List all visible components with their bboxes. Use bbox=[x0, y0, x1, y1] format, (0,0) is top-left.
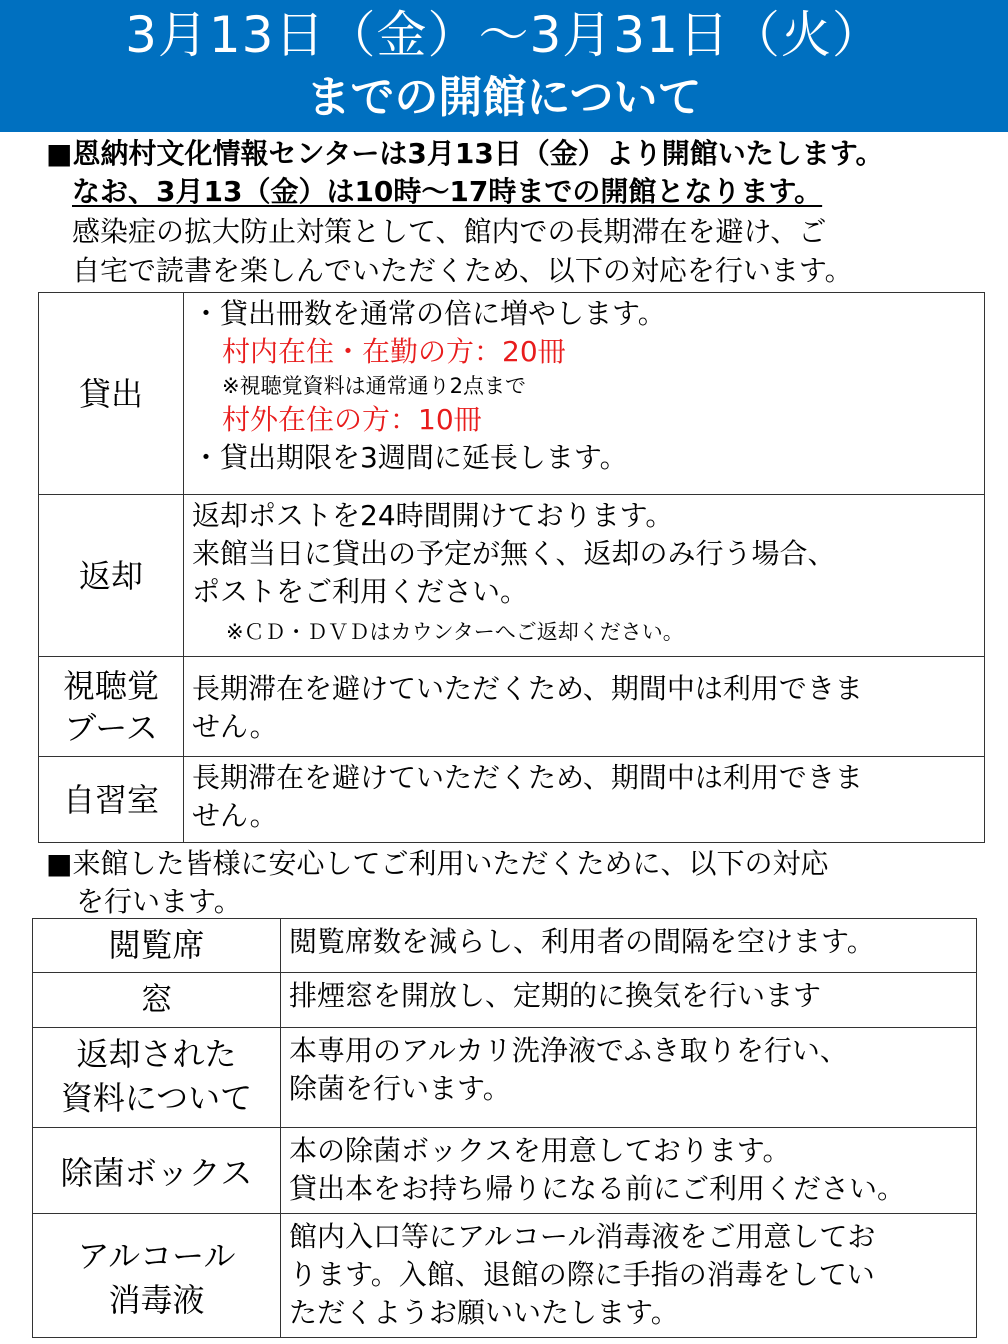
table-row-seats bbox=[33, 919, 977, 973]
row-content-seats: 閲覧席数を減らし、利用者の間隔を空けます。 bbox=[281, 919, 977, 973]
intro-text-line-2: 自宅で読書を楽しんでいただくため、以下の対応を行います。 bbox=[72, 254, 853, 287]
table-row-returned-materials bbox=[33, 1028, 977, 1128]
row-label-seats: 閲覧席 bbox=[33, 919, 281, 973]
row-content-study-room: 長期滞在を避けていただくため、期間中は利用できま せん。 bbox=[184, 757, 985, 843]
safety-measures-table bbox=[32, 918, 977, 1338]
row-content-lending: ・貸出冊数を通常の倍に増やします。 村内在住・在勤の方：20冊 ※視聴覚資料は通常通り2点まで 村外在住の方：10冊 ・貸出期限を3週間に延長します。 bbox=[184, 293, 985, 495]
title-subtitle: までの開館について bbox=[306, 72, 702, 123]
table-row-av-booth bbox=[39, 657, 985, 757]
table-row-sterilizer bbox=[33, 1128, 977, 1214]
row-content-av-booth: 長期滞在を避けていただくため、期間中は利用できま せん。 bbox=[184, 657, 985, 757]
row-label-windows: 窓 bbox=[33, 973, 281, 1028]
row-label-alcohol: アルコール 消毒液 bbox=[33, 1214, 281, 1338]
title-dates: 3月13日（金）～3月31日（火） bbox=[125, 6, 883, 64]
intro-bold-line-1: ■恩納村文化情報センターは3月13日（金）より開館いたします。 bbox=[46, 137, 884, 170]
table-row-return bbox=[39, 495, 985, 657]
intro-bold-line-2: なお、3月13（金）は10時～17時までの開館となります。 bbox=[72, 175, 823, 208]
table-row-study-room bbox=[39, 757, 985, 843]
title-banner bbox=[0, 0, 1008, 132]
row-label-study-room: 自習室 bbox=[39, 757, 184, 843]
row-content-return: 返却ポストを24時間開けております。 来館当日に貸出の予定が無く、返却のみ行う場合、 ポストをご利用ください。 ※ＣＤ・ＤＶＤはカウンターへご返却ください。 bbox=[184, 495, 985, 657]
intro-text-line-1: 感染症の拡大防止対策として、館内での長期滞在を避け、ご bbox=[72, 215, 827, 248]
table-row-lending bbox=[39, 293, 985, 495]
bullet-icon: ■ bbox=[46, 847, 73, 880]
row-label-returned-materials: 返却された 資料について bbox=[33, 1028, 281, 1128]
row-content-alcohol: 館内入口等にアルコール消毒液をご用意してお ります。入館、退館の際に手指の消毒をしてい ただくようお願いいたします。 bbox=[281, 1214, 977, 1338]
row-content-returned-materials: 本専用のアルカリ洗浄液でふき取りを行い、 除菌を行います。 bbox=[281, 1028, 977, 1128]
section2-line-1: ■来館した皆様に安心してご利用いただくために、以下の対応 bbox=[46, 847, 829, 880]
row-content-windows: 排煙窓を開放し、定期的に換気を行います bbox=[281, 973, 977, 1028]
row-label-lending: 貸出 bbox=[39, 293, 184, 495]
row-label-sterilizer: 除菌ボックス bbox=[33, 1128, 281, 1214]
row-label-av-booth: 視聴覚 ブース bbox=[39, 657, 184, 757]
table-row-alcohol bbox=[33, 1214, 977, 1338]
table-row-windows bbox=[33, 973, 977, 1028]
service-changes-table bbox=[38, 292, 985, 843]
section2-line-2: を行います。 bbox=[76, 885, 242, 918]
row-content-sterilizer: 本の除菌ボックスを用意しております。 貸出本をお持ち帰りになる前にご利用ください。 bbox=[281, 1128, 977, 1214]
row-label-return: 返却 bbox=[39, 495, 184, 657]
bullet-icon: ■ bbox=[46, 137, 73, 170]
